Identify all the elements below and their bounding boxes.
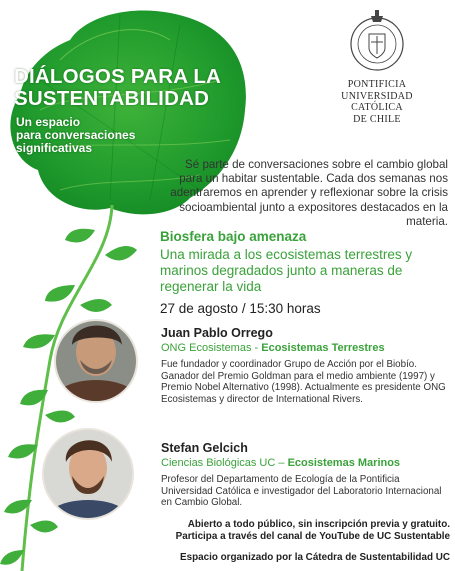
speaker-affiliation: ONG Ecosistemas - Ecosistemas Terrestres: [161, 342, 385, 354]
session-datetime: 27 de agosto / 15:30 horas: [160, 301, 321, 316]
university-logo: [336, 14, 418, 125]
event-title: DIÁLOGOS PARA LA SUSTENTABILIDAD: [14, 65, 222, 110]
speaker-bio: Profesor del Departamento de Ecología de la Pontificia Universidad Católica e investigador del Laboratorio Internacional en Cambio Global.: [161, 474, 442, 509]
access-info: Abierto a todo público, sin inscripción previa y gratuito. Participa a través del canal de YouTube de UC Sustentable: [175, 519, 450, 542]
speaker-photo-gelcich: [42, 428, 134, 520]
university-name: PONTIFICIA UNIVERSIDAD CATÓLICA DE CHILE: [341, 79, 413, 125]
speaker-name: Juan Pablo Orrego: [161, 326, 273, 340]
speaker-affiliation: Ciencias Biológicas UC – Ecosistemas Marinos: [161, 457, 401, 469]
speaker-bio: Fue fundador y coordinador Grupo de Acción por el Biobío. Ganador del Premio Goldman para el medio ambiente (1997) y Premio Nobel Alternativo (1998). Actualmente es presidente ONG Ecosistemas y director de International Rivers.: [161, 359, 446, 405]
event-subtitle: Un espacio para conversaciones significativas: [16, 115, 136, 155]
session-topic: [160, 229, 452, 317]
speaker-photo-orrego: [54, 319, 138, 403]
speaker-card-gelcich: [161, 441, 451, 509]
topic-title: Biosfera bajo amenaza: [160, 229, 307, 244]
speaker-name: Stefan Gelcich: [161, 441, 248, 455]
intro-text: Sé parte de conversaciones sobre el cambio global para un habitar sustentable. Cada dos semanas nos adentraremos en aprender y reflexionar sobre la crisis socioambiental junto a expositores destacados en la materia.: [170, 158, 448, 228]
organizer-note: Espacio organizado por la Cátedra de Sustentabilidad UC: [180, 552, 450, 563]
speaker-card-orrego: [161, 326, 451, 405]
event-title-block: [14, 66, 250, 155]
topic-subtitle: Una mirada a los ecosistemas terrestres y marinos degradados junto a maneras de regenerar la vida: [160, 247, 413, 294]
